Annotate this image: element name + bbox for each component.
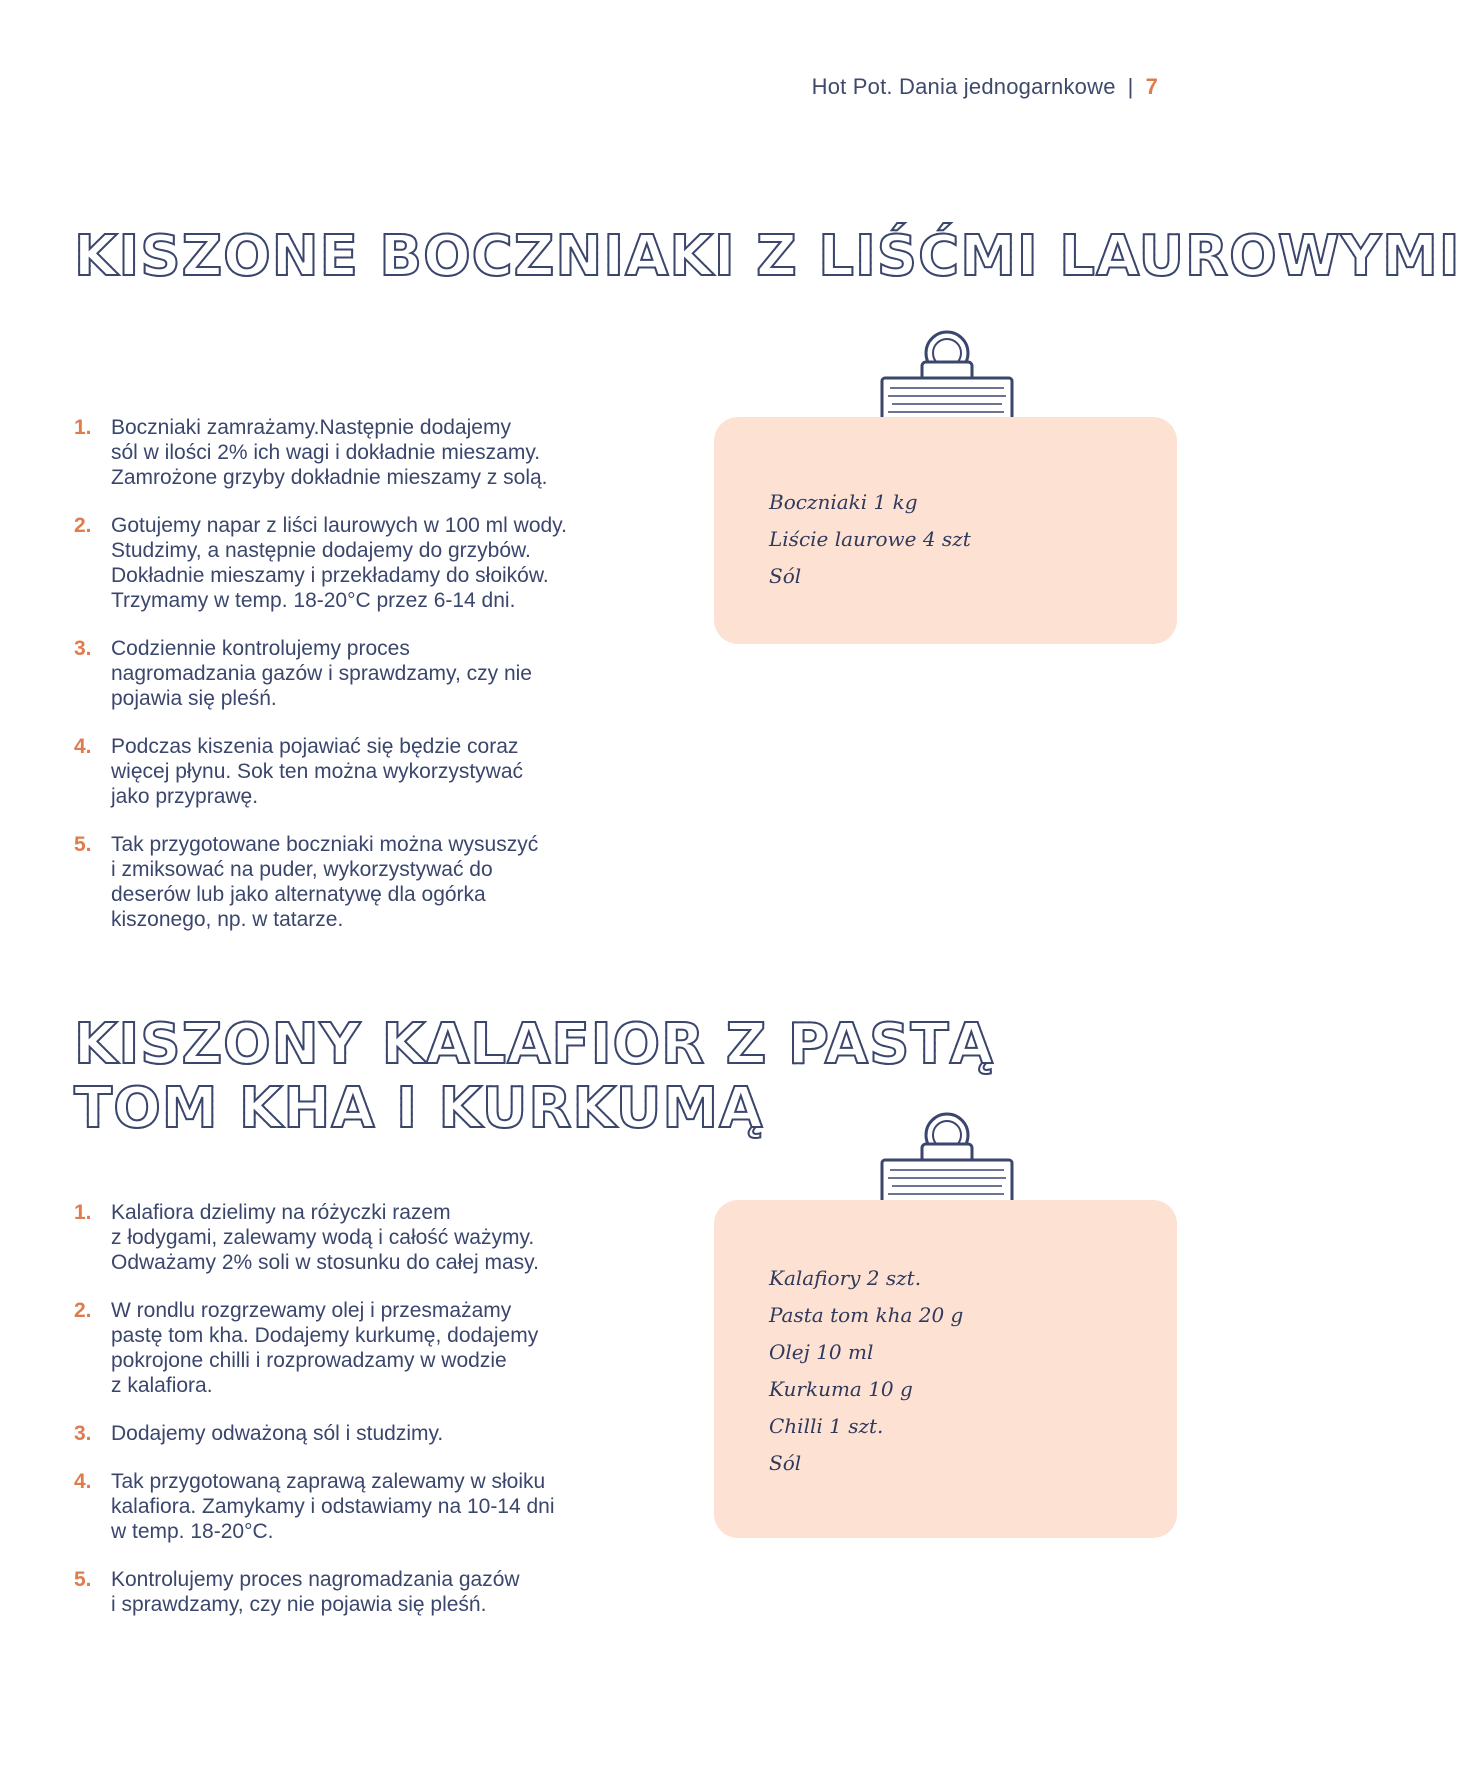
step-text: Boczniaki zamrażamy.Następnie dodajemy sól w ilości 2% ich wagi i dokładnie mieszamy. Zamrożone grzyby dokładnie mieszamy z solą. (111, 416, 548, 489)
recipe-steps-1 (74, 415, 634, 955)
ingredient-item: Kurkuma 10 g (769, 1377, 913, 1401)
step-item (74, 415, 634, 490)
ingredient-item: Sól (769, 564, 802, 588)
step-text: Tak przygotowane boczniaki można wysuszyć i zmiksować na puder, wykorzystywać do deserów lub jako alternatywę dla ogórka kiszonego, np. w tatarze. (111, 833, 539, 931)
ingredient-item: Olej 10 ml (769, 1340, 874, 1364)
recipe-title-line: KISZONY KALAFIOR Z PASTĄ (74, 1012, 994, 1077)
ingredients-list (769, 484, 971, 595)
step-item (74, 636, 634, 711)
step-text: Kalafiora dzielimy na różyczki razem z łodygami, zalewamy wodą i całość ważymy. Odważamy 2% soli w stosunku do całej masy. (111, 1201, 539, 1274)
step-number: 2. (74, 1299, 92, 1322)
ingredient-item: Liście laurowe 4 szt (769, 527, 971, 551)
step-item (74, 832, 634, 932)
step-number: 2. (74, 514, 92, 537)
step-item (74, 734, 634, 809)
step-item (74, 513, 634, 613)
step-text: Kontrolujemy proces nagromadzania gazów i sprawdzamy, czy nie pojawia się pleśń. (111, 1568, 520, 1616)
step-number: 1. (74, 1201, 92, 1224)
step-text: Podczas kiszenia pojawiać się będzie coraz więcej płynu. Sok ten można wykorzystywać jako przyprawę. (111, 735, 523, 808)
ingredient-item: Chilli 1 szt. (769, 1414, 884, 1438)
ingredient-item: Boczniaki 1 kg (769, 490, 918, 514)
step-text: Gotujemy napar z liści laurowych w 100 ml wody. Studzimy, a następnie dodajemy do grzybów. Dokładnie mieszamy i przekładamy do słoików. Trzymamy w temp. 18-20°C przez 6-14 dni. (111, 514, 567, 612)
ingredient-item: Pasta tom kha 20 g (769, 1303, 964, 1327)
step-number: 5. (74, 1568, 92, 1591)
step-item (74, 1421, 634, 1446)
step-number: 5. (74, 833, 92, 856)
page-header (812, 74, 1158, 100)
step-number: 3. (74, 1422, 92, 1445)
recipe-title-line: TOM KHA I KURKUMĄ (74, 1076, 764, 1141)
step-text: Tak przygotowaną zaprawą zalewamy w słoiku kalafiora. Zamykamy i odstawiamy na 10-14 dni w temp. 18-20°C. (111, 1470, 555, 1543)
clipboard-clip-icon (878, 1110, 1016, 1212)
ingredients-list (769, 1260, 963, 1482)
header-separator: | (1127, 74, 1134, 99)
ingredients-card-1 (714, 417, 1177, 644)
ingredient-item: Kalafiory 2 szt. (769, 1266, 922, 1290)
recipe-steps-2 (74, 1200, 634, 1640)
ingredients-card-2 (714, 1200, 1177, 1538)
step-item (74, 1567, 634, 1617)
step-item (74, 1200, 634, 1275)
publication-title: Hot Pot. Dania jednogarnkowe (811, 74, 1116, 99)
step-item (74, 1469, 634, 1544)
step-number: 1. (74, 416, 92, 439)
page-number: 7 (1145, 74, 1158, 99)
step-number: 3. (74, 637, 92, 660)
step-text: W rondlu rozgrzewamy olej i przesmażamy pastę tom kha. Dodajemy kurkumę, dodajemy pokrojone chilli i rozprowadzamy w wodzie z kalafiora. (111, 1299, 539, 1397)
step-number: 4. (74, 1470, 92, 1493)
ingredient-item: Sól (769, 1451, 802, 1475)
step-number: 4. (74, 735, 92, 758)
step-text: Dodajemy odważoną sól i studzimy. (111, 1422, 444, 1445)
step-text: Codziennie kontrolujemy proces nagromadzania gazów i sprawdzamy, czy nie pojawia się pleśń. (111, 637, 532, 710)
recipe-title-2 (74, 1013, 994, 1141)
clipboard-clip-icon (878, 328, 1016, 430)
step-item (74, 1298, 634, 1398)
recipe-title-line: KISZONE BOCZNIAKI Z LIŚĆMI LAUROWYMI (74, 224, 1461, 289)
recipe-title-1 (74, 225, 1461, 289)
